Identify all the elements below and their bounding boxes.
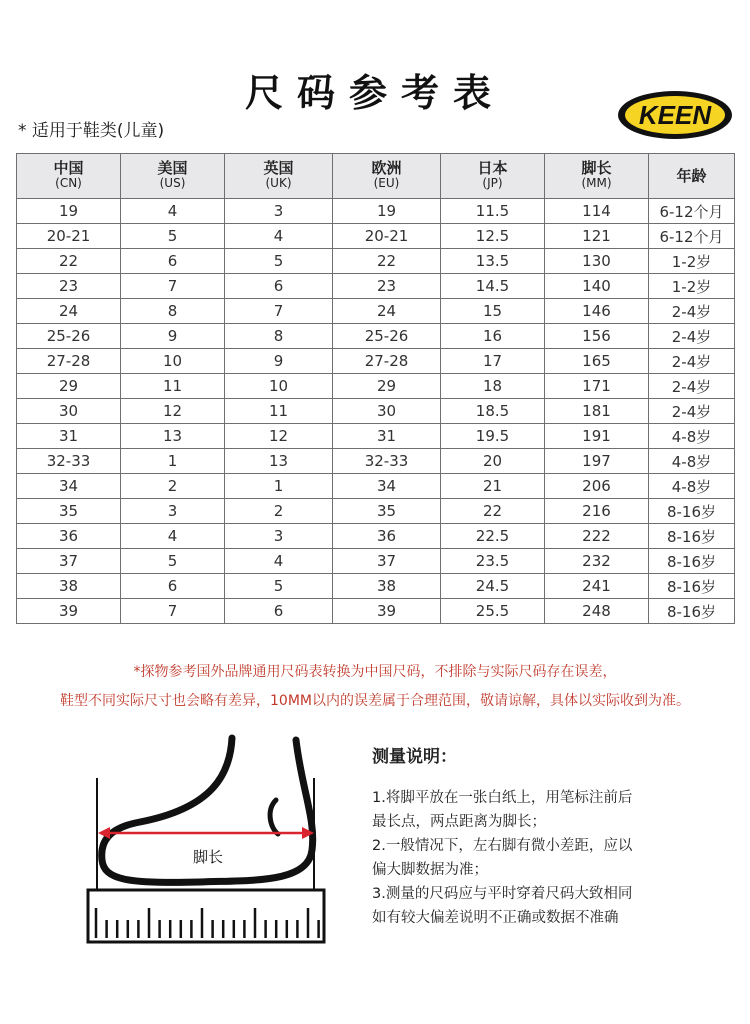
table-cell: 206 xyxy=(545,474,649,499)
table-row xyxy=(17,424,735,449)
table-cell: 2-4岁 xyxy=(649,299,735,324)
table-cell: 8 xyxy=(225,324,333,349)
table-cell: 8-16岁 xyxy=(649,499,735,524)
table-cell: 27-28 xyxy=(333,349,441,374)
table-cell: 32-33 xyxy=(333,449,441,474)
table-cell: 1-2岁 xyxy=(649,249,735,274)
column-header-main: 日本 xyxy=(477,159,508,177)
table-cell: 10 xyxy=(225,374,333,399)
table-cell: 13.5 xyxy=(441,249,545,274)
table-cell: 7 xyxy=(121,599,225,624)
ruler xyxy=(88,890,324,942)
instruction-line: 2.一般情况下，左右脚有微小差距，应以 xyxy=(372,838,633,854)
table-cell: 7 xyxy=(121,274,225,299)
table-cell: 9 xyxy=(121,324,225,349)
table-row xyxy=(17,274,735,299)
table-row xyxy=(17,474,735,499)
column-header xyxy=(121,154,225,199)
table-row xyxy=(17,499,735,524)
column-header xyxy=(17,154,121,199)
table-row xyxy=(17,249,735,274)
table-row xyxy=(17,524,735,549)
column-header-main: 美国 xyxy=(157,159,188,177)
table-cell: 34 xyxy=(333,474,441,499)
size-table xyxy=(16,153,735,624)
table-cell: 1 xyxy=(121,449,225,474)
table-cell: 37 xyxy=(333,549,441,574)
table-cell: 4 xyxy=(225,224,333,249)
table-cell: 24 xyxy=(17,299,121,324)
table-cell: 37 xyxy=(17,549,121,574)
table-cell: 4-8岁 xyxy=(649,474,735,499)
table-cell: 29 xyxy=(17,374,121,399)
table-cell: 5 xyxy=(225,249,333,274)
table-row xyxy=(17,599,735,624)
table-cell: 35 xyxy=(333,499,441,524)
table-cell: 6 xyxy=(225,274,333,299)
table-cell: 22.5 xyxy=(441,524,545,549)
table-cell: 2-4岁 xyxy=(649,349,735,374)
table-cell: 38 xyxy=(17,574,121,599)
foot-measure-diagram xyxy=(80,730,340,950)
notice-line-2: 鞋型不同实际尺寸也会略有差异，10MM以内的误差属于合理范围，敬请谅解，具体以实际收到为准。 xyxy=(60,693,690,709)
table-cell: 6-12个月 xyxy=(649,199,735,224)
table-cell: 1-2岁 xyxy=(649,274,735,299)
column-header-main: 脚长 xyxy=(581,159,612,177)
table-cell: 13 xyxy=(225,449,333,474)
table-cell: 4-8岁 xyxy=(649,449,735,474)
table-cell: 2 xyxy=(225,499,333,524)
table-cell: 8 xyxy=(121,299,225,324)
measure-instructions xyxy=(372,786,702,930)
foot-length-label: 脚长 xyxy=(192,848,224,866)
table-row xyxy=(17,574,735,599)
table-cell: 2-4岁 xyxy=(649,374,735,399)
table-cell: 8-16岁 xyxy=(649,549,735,574)
table-cell: 216 xyxy=(545,499,649,524)
column-header-unit: (UK) xyxy=(265,176,292,190)
instruction-line: 最长点，两点距离为脚长； xyxy=(372,814,546,830)
table-cell: 8-16岁 xyxy=(649,574,735,599)
table-cell: 30 xyxy=(17,399,121,424)
table-cell: 130 xyxy=(545,249,649,274)
table-cell: 20-21 xyxy=(333,224,441,249)
toe-line xyxy=(270,800,278,834)
table-cell: 121 xyxy=(545,224,649,249)
table-cell: 12 xyxy=(121,399,225,424)
table-cell: 13 xyxy=(121,424,225,449)
table-cell: 232 xyxy=(545,549,649,574)
table-cell: 35 xyxy=(17,499,121,524)
table-cell: 181 xyxy=(545,399,649,424)
table-cell: 39 xyxy=(333,599,441,624)
table-cell: 156 xyxy=(545,324,649,349)
column-header-unit: (CN) xyxy=(55,176,82,190)
table-cell: 4 xyxy=(121,524,225,549)
table-cell: 19 xyxy=(17,199,121,224)
table-cell: 5 xyxy=(121,224,225,249)
table-cell: 18 xyxy=(441,374,545,399)
table-cell: 19 xyxy=(333,199,441,224)
table-cell: 4 xyxy=(121,199,225,224)
table-row xyxy=(17,349,735,374)
table-cell: 11 xyxy=(121,374,225,399)
column-header-unit: (EU) xyxy=(373,176,400,190)
keen-logo xyxy=(616,88,734,142)
table-row xyxy=(17,399,735,424)
subtitle: * 适用于鞋类(儿童) xyxy=(18,121,165,141)
table-cell: 21 xyxy=(441,474,545,499)
table-cell: 140 xyxy=(545,274,649,299)
table-cell: 241 xyxy=(545,574,649,599)
column-header-main: 年龄 xyxy=(676,166,707,185)
table-cell: 25-26 xyxy=(17,324,121,349)
table-row xyxy=(17,449,735,474)
instruction-line: 3.测量的尺码应与平时穿着尺码大致相同 xyxy=(372,886,633,902)
size-table-header xyxy=(17,154,735,199)
table-cell: 22 xyxy=(441,499,545,524)
table-row xyxy=(17,324,735,349)
size-table-body xyxy=(17,199,735,624)
instruction-line: 1.将脚平放在一张白纸上，用笔标注前后 xyxy=(372,790,633,806)
table-cell: 17 xyxy=(441,349,545,374)
table-cell: 36 xyxy=(333,524,441,549)
table-cell: 22 xyxy=(17,249,121,274)
table-cell: 2-4岁 xyxy=(649,399,735,424)
instruction-line: 偏大脚数据为准； xyxy=(372,862,488,878)
column-header-main: 欧洲 xyxy=(371,159,402,177)
table-cell: 8-16岁 xyxy=(649,524,735,549)
table-cell: 6 xyxy=(121,574,225,599)
table-cell: 1 xyxy=(225,474,333,499)
table-cell: 5 xyxy=(121,549,225,574)
table-cell: 15 xyxy=(441,299,545,324)
table-cell: 19.5 xyxy=(441,424,545,449)
table-cell: 4-8岁 xyxy=(649,424,735,449)
table-cell: 23 xyxy=(17,274,121,299)
column-header xyxy=(225,154,333,199)
table-cell: 3 xyxy=(225,524,333,549)
table-row xyxy=(17,549,735,574)
measure-instructions-title: 测量说明： xyxy=(372,747,457,767)
table-cell: 5 xyxy=(225,574,333,599)
notice-line-1: *探物参考国外品牌通用尺码表转换为中国尺码，不排除与实际尺码存在误差， xyxy=(133,664,617,680)
column-header-unit: (US) xyxy=(159,176,186,190)
table-cell: 25.5 xyxy=(441,599,545,624)
column-header xyxy=(545,154,649,199)
column-header xyxy=(649,154,735,199)
table-cell: 27-28 xyxy=(17,349,121,374)
table-cell: 36 xyxy=(17,524,121,549)
table-cell: 23 xyxy=(333,274,441,299)
table-cell: 30 xyxy=(333,399,441,424)
table-row xyxy=(17,224,735,249)
table-cell: 25-26 xyxy=(333,324,441,349)
table-row xyxy=(17,374,735,399)
table-cell: 197 xyxy=(545,449,649,474)
column-header-unit: (MM) xyxy=(581,176,612,190)
column-header-main: 英国 xyxy=(263,159,294,177)
table-cell: 9 xyxy=(225,349,333,374)
table-cell: 4 xyxy=(225,549,333,574)
table-cell: 14.5 xyxy=(441,274,545,299)
table-cell: 34 xyxy=(17,474,121,499)
table-cell: 12.5 xyxy=(441,224,545,249)
table-cell: 20-21 xyxy=(17,224,121,249)
instruction-line: 如有较大偏差说明不正确或数据不准确 xyxy=(372,910,619,926)
table-cell: 3 xyxy=(225,199,333,224)
table-cell: 6-12个月 xyxy=(649,224,735,249)
table-cell: 20 xyxy=(441,449,545,474)
table-cell: 39 xyxy=(17,599,121,624)
table-cell: 32-33 xyxy=(17,449,121,474)
table-cell: 248 xyxy=(545,599,649,624)
table-cell: 18.5 xyxy=(441,399,545,424)
table-cell: 3 xyxy=(121,499,225,524)
table-cell: 8-16岁 xyxy=(649,599,735,624)
table-cell: 11 xyxy=(225,399,333,424)
table-cell: 16 xyxy=(441,324,545,349)
table-cell: 171 xyxy=(545,374,649,399)
table-cell: 7 xyxy=(225,299,333,324)
column-header-main: 中国 xyxy=(53,159,84,177)
column-header xyxy=(441,154,545,199)
table-cell: 31 xyxy=(17,424,121,449)
table-cell: 11.5 xyxy=(441,199,545,224)
table-cell: 23.5 xyxy=(441,549,545,574)
table-cell: 146 xyxy=(545,299,649,324)
table-cell: 191 xyxy=(545,424,649,449)
table-cell: 24.5 xyxy=(441,574,545,599)
table-row xyxy=(17,299,735,324)
table-cell: 2 xyxy=(121,474,225,499)
table-cell: 222 xyxy=(545,524,649,549)
table-cell: 6 xyxy=(121,249,225,274)
page-title: 尺码参考表 xyxy=(244,71,505,115)
column-header-unit: (JP) xyxy=(482,176,503,190)
table-cell: 165 xyxy=(545,349,649,374)
column-header xyxy=(333,154,441,199)
table-cell: 31 xyxy=(333,424,441,449)
table-cell: 114 xyxy=(545,199,649,224)
table-cell: 12 xyxy=(225,424,333,449)
table-cell: 2-4岁 xyxy=(649,324,735,349)
table-row xyxy=(17,199,735,224)
table-cell: 6 xyxy=(225,599,333,624)
table-cell: 10 xyxy=(121,349,225,374)
logo-text: KEEN xyxy=(638,100,712,130)
table-cell: 24 xyxy=(333,299,441,324)
table-cell: 22 xyxy=(333,249,441,274)
table-cell: 29 xyxy=(333,374,441,399)
table-cell: 38 xyxy=(333,574,441,599)
